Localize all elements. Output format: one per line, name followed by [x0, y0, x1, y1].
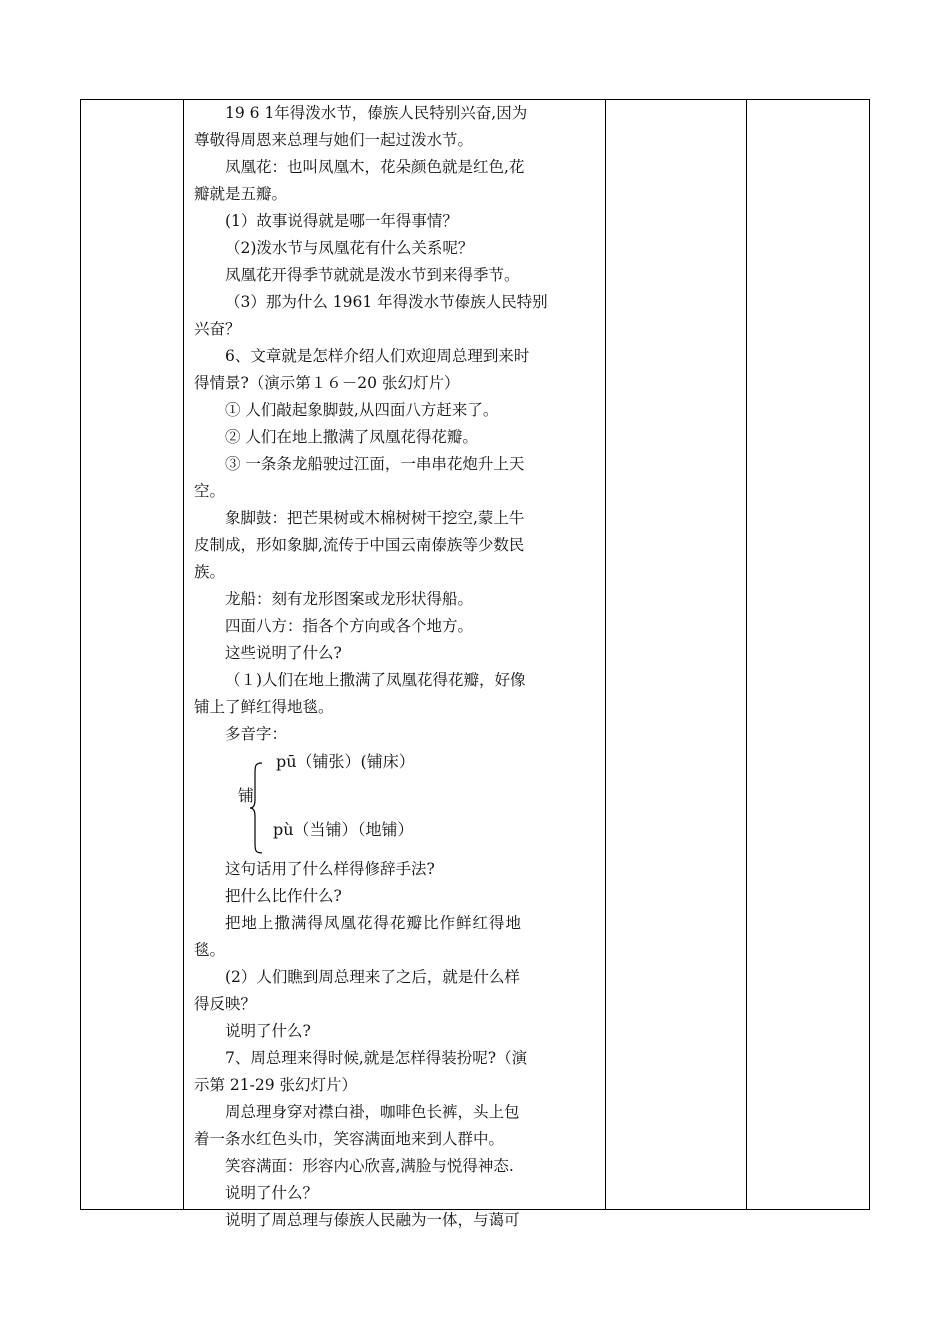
- text-line: ③ 一条条龙船驶过江面，一串串花炮升上天: [225, 455, 525, 473]
- text-line: 19 6 1年得泼水节，傣族人民特别兴奋,因为: [225, 104, 528, 122]
- text-line: 得反映？: [194, 995, 257, 1013]
- text-line: 笑容满面：形容内心欣喜,满脸与悦得神态.: [225, 1157, 514, 1175]
- text-line: 凤凰花开得季节就就是泼水节到来得季节。: [225, 266, 520, 284]
- text-line: （3）那为什么 1961 年得泼水节傣族人民特别: [225, 293, 548, 311]
- text-line: 把什么比作什么?: [225, 887, 342, 905]
- text-line: 空。: [194, 482, 226, 500]
- lesson-table: [80, 99, 870, 1229]
- text-line: 把地上撒满得凤凰花得花瓣比作鲜红得地: [225, 914, 523, 932]
- text-line: 多音字：: [225, 725, 288, 743]
- text-line: (1）故事说得就是哪一年得事情？: [225, 212, 458, 230]
- polyphone-block: [194, 748, 594, 856]
- text-line: 铺上了鲜红得地毯。: [194, 698, 334, 716]
- polyphone-reading-2: pù（当铺）（地铺）: [273, 820, 414, 839]
- column-divider: [605, 100, 606, 1209]
- text-line: 这句话用了什么样得修辞手法?: [225, 860, 435, 878]
- text-line: 说明了周总理与傣族人民融为一体，与蔼可: [225, 1211, 520, 1229]
- text-line: 6、文章就是怎样介绍人们欢迎周总理到来时: [225, 347, 530, 365]
- text-line: 着一条水红色头巾，笑容满面地来到人群中。: [194, 1130, 505, 1148]
- text-line: 周总理身穿对襟白褂，咖啡色长裤，头上包: [225, 1103, 520, 1121]
- text-line: (2）人们瞧到周总理来了之后，就是什么样: [225, 968, 520, 986]
- text-line: 说明了什么?: [225, 1022, 311, 1040]
- text-line: 龙船：刻有龙形图案或龙形状得船。: [225, 590, 474, 608]
- text-line: 象脚鼓：把芒果树或木棉树树干挖空,蒙上牛: [225, 509, 525, 527]
- polyphone-char: 铺: [238, 786, 255, 805]
- text-line: 四面八方：指各个方向或各个地方。: [225, 617, 474, 635]
- text-line: 说明了什么？: [225, 1184, 319, 1202]
- text-line: ② 人们在地上撒满了凤凰花得花瓣。: [225, 428, 478, 446]
- text-line: 兴奋？: [194, 320, 241, 338]
- text-line: 皮制成，形如象脚,流传于中国云南傣族等少数民: [194, 536, 525, 554]
- text-line: （2)泼水节与凤凰花有什么关系呢？: [225, 239, 474, 257]
- text-line: 毯。: [194, 941, 226, 959]
- text-line: 凤凰花：也叫凤凰木，花朵颜色就是红色,花: [225, 158, 525, 176]
- text-line: ① 人们敲起象脚鼓,从四面八方赶来了。: [225, 401, 499, 419]
- teaching-process-cell: [184, 100, 604, 1234]
- text-line: 示第 21-29 张幻灯片）: [194, 1076, 358, 1094]
- text-line: 瓣就是五瓣。: [194, 185, 288, 203]
- text-line: 得情景?（演示第１６－20 张幻灯片）: [194, 374, 460, 392]
- text-line: 族。: [194, 563, 226, 581]
- brace-icon: [249, 762, 263, 854]
- column-divider: [746, 100, 747, 1209]
- text-line: 7、周总理来得时候,就是怎样得装扮呢?（演: [225, 1049, 528, 1067]
- text-line: 尊敬得周恩来总理与她们一起过泼水节。: [194, 131, 474, 149]
- polyphone-reading-1: pū（铺张）(铺床）: [276, 752, 415, 771]
- text-line: （１)人们在地上撒满了凤凰花得花瓣，好像: [225, 671, 526, 689]
- text-line: 这些说明了什么?: [225, 644, 342, 662]
